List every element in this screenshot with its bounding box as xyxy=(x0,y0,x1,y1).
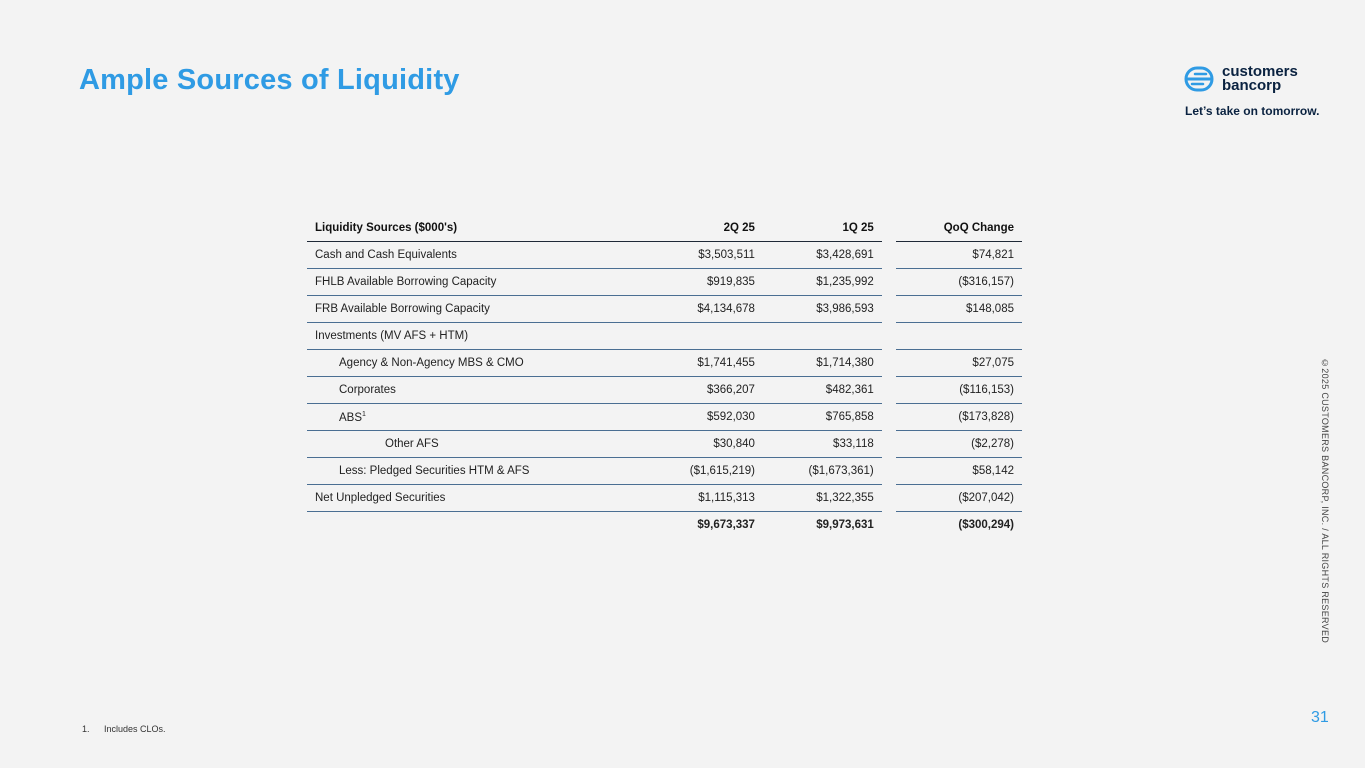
cell-qoq: ($316,157) xyxy=(896,269,1022,296)
col-header-qoq-change: QoQ Change xyxy=(896,215,1022,242)
logo-line1: customers xyxy=(1222,63,1298,80)
table-header-row xyxy=(307,215,1022,242)
row-label: Net Unpledged Securities xyxy=(307,485,644,512)
cell-qoq: $74,821 xyxy=(896,242,1022,269)
copyright-notice: ©2025 CUSTOMERS BANCORP, INC. / ALL RIGHTS RESERVED xyxy=(1320,358,1330,644)
cell-2q25: $4,134,678 xyxy=(644,296,763,323)
footnote xyxy=(82,724,166,734)
cell-2q25: $919,835 xyxy=(644,269,763,296)
cell-1q25: $3,986,593 xyxy=(763,296,882,323)
col-header-1q25: 1Q 25 xyxy=(763,215,882,242)
footnote-marker: 1 xyxy=(362,410,366,418)
total-2q25: $9,673,337 xyxy=(697,519,755,531)
col-header-label: Liquidity Sources ($000's) xyxy=(307,215,644,242)
row-label-text: ABS xyxy=(339,411,363,424)
row-label: Corporates xyxy=(307,377,644,404)
row-label: Less: Pledged Securities HTM & AFS xyxy=(307,458,644,485)
cell-1q25: $765,858 xyxy=(763,404,882,431)
cell-qoq: $58,142 xyxy=(896,458,1022,485)
row-label: Investments (MV AFS + HTM) xyxy=(307,323,644,350)
cell-qoq: ($2,278) xyxy=(896,431,1022,458)
col-header-2q25: 2Q 25 xyxy=(644,215,763,242)
cell-qoq: $27,075 xyxy=(896,350,1022,377)
liquidity-table xyxy=(307,215,1022,538)
cell-2q25: ($1,615,219) xyxy=(644,458,763,485)
table-body xyxy=(307,242,1022,539)
cell-qoq: $148,085 xyxy=(896,296,1022,323)
row-label: FHLB Available Borrowing Capacity xyxy=(307,269,644,296)
table-row xyxy=(307,485,1022,512)
footnote-number: 1. xyxy=(82,724,90,734)
table-row xyxy=(307,296,1022,323)
cell-1q25: $1,322,355 xyxy=(763,485,882,512)
table-row xyxy=(307,377,1022,404)
table-row xyxy=(307,350,1022,377)
total-1q25: $9,973,631 xyxy=(816,519,874,531)
table-total-row xyxy=(307,512,1022,539)
cell-2q25: $592,030 xyxy=(644,404,763,431)
table-row xyxy=(307,404,1022,431)
cell-2q25: $3,503,511 xyxy=(644,242,763,269)
cell-1q25: $33,118 xyxy=(763,431,882,458)
cell-qoq xyxy=(896,323,1022,350)
cell-1q25: ($1,673,361) xyxy=(763,458,882,485)
row-label: Cash and Cash Equivalents xyxy=(307,242,644,269)
company-logo xyxy=(1184,63,1334,95)
cell-2q25: $1,115,313 xyxy=(644,485,763,512)
total-label xyxy=(307,512,644,539)
cell-qoq: ($173,828) xyxy=(896,404,1022,431)
tagline: Let’s take on tomorrow. xyxy=(1185,104,1320,118)
table-row xyxy=(307,431,1022,458)
cell-1q25: $1,235,992 xyxy=(763,269,882,296)
col-gap xyxy=(882,215,896,242)
page-title: Ample Sources of Liquidity xyxy=(79,64,460,96)
table-row xyxy=(307,242,1022,269)
cell-qoq: ($116,153) xyxy=(896,377,1022,404)
table-row xyxy=(307,458,1022,485)
row-label: Other AFS xyxy=(307,431,644,458)
cell-1q25: $3,428,691 xyxy=(763,242,882,269)
customers-bancorp-logo-icon xyxy=(1184,66,1214,92)
total-qoq: ($300,294) xyxy=(958,519,1014,531)
row-label: FRB Available Borrowing Capacity xyxy=(307,296,644,323)
row-label: Agency & Non-Agency MBS & CMO xyxy=(307,350,644,377)
row-label xyxy=(307,404,644,431)
table-row xyxy=(307,269,1022,296)
cell-2q25: $366,207 xyxy=(644,377,763,404)
cell-2q25 xyxy=(644,323,763,350)
cell-1q25 xyxy=(763,323,882,350)
table-row xyxy=(307,323,1022,350)
cell-2q25: $30,840 xyxy=(644,431,763,458)
page-number: 31 xyxy=(1311,709,1329,726)
cell-1q25: $482,361 xyxy=(763,377,882,404)
cell-1q25: $1,714,380 xyxy=(763,350,882,377)
logo-line2: bancorp xyxy=(1222,77,1282,94)
cell-2q25: $1,741,455 xyxy=(644,350,763,377)
footnote-text: Includes CLOs. xyxy=(104,724,166,734)
cell-qoq: ($207,042) xyxy=(896,485,1022,512)
